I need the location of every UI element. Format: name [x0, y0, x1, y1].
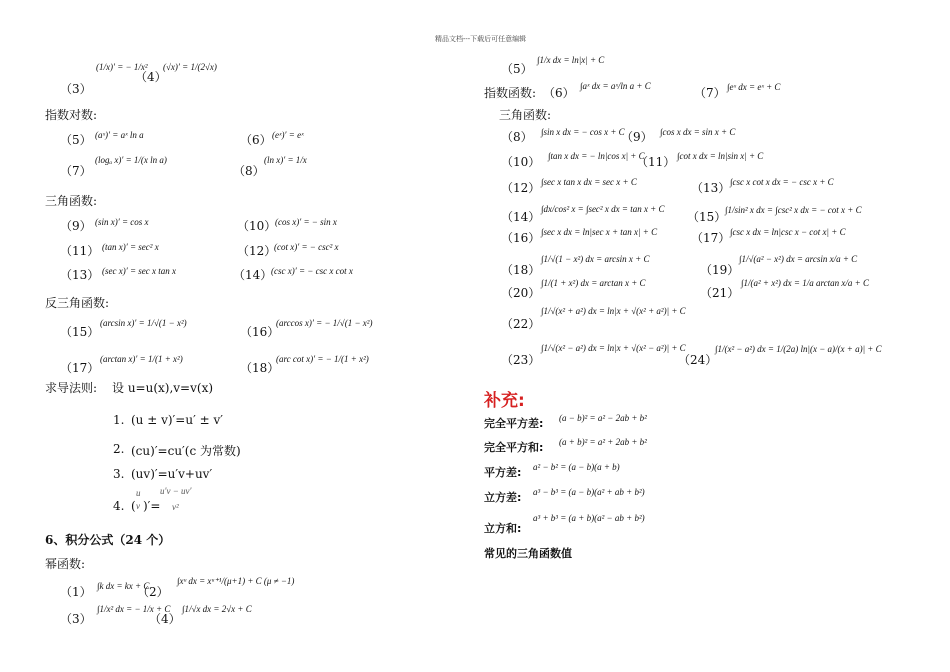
page-header: 精品文档---下载后可任意编辑: [435, 35, 527, 43]
formula-i13: ∫csc x cot x dx = − csc x + C: [730, 177, 834, 187]
label-i9: （9）: [621, 130, 653, 144]
label-d14: （14）: [233, 268, 273, 282]
section-exp-log: 指数对数:: [45, 108, 98, 122]
section-trig-derivatives: 三角函数:: [45, 194, 98, 208]
formula-i2: ∫xᵘ dx = xᵘ⁺¹/(μ+1) + C (μ ≠ −1): [177, 576, 295, 586]
label-d10: （10）: [237, 219, 277, 233]
label-i4: （4）: [149, 612, 181, 626]
rule1-number: 1.: [113, 413, 125, 427]
formula-d6: (eˣ)′ = eˣ: [272, 130, 304, 140]
s2-formula: (a + b)² = a² + 2ab + b²: [559, 437, 647, 447]
label-i20: （20）: [501, 286, 541, 300]
label-i16: （16）: [501, 231, 541, 245]
formula-i3: ∫1/x² dx = − 1/x + C: [97, 604, 171, 614]
rule3-number: 3.: [113, 467, 125, 481]
formula-i17: ∫csc x dx = ln|csc x − cot x| + C: [730, 227, 846, 237]
label-d7: （7）: [60, 164, 92, 178]
s2-label: 完全平方和:: [484, 441, 544, 454]
label-d4: （4）: [135, 70, 167, 84]
rule4-open-paren: (: [131, 499, 136, 513]
section-exp-functions: 指数函数:: [484, 86, 537, 100]
section-power-functions: 幂函数:: [45, 557, 86, 571]
section-derivative-rules: 求导法则:: [45, 381, 98, 395]
label-i12: （12）: [501, 181, 541, 195]
rule4-fraction-top: u: [136, 488, 141, 498]
formula-i6: ∫aˣ dx = aˣ/ln a + C: [580, 81, 651, 91]
s5-formula: a³ + b³ = (a + b)(a² − ab + b²): [533, 513, 645, 523]
label-d8: （8）: [233, 164, 265, 178]
label-i2: （2）: [137, 585, 169, 599]
formula-i11: ∫cot x dx = ln|sin x| + C: [677, 151, 764, 161]
formula-i24: ∫1/(x² − a²) dx = 1/(2a) ln|(x − a)/(x + a)| + C: [715, 344, 882, 354]
formula-d10: (cos x)′ = − sin x: [275, 217, 337, 227]
label-d13: （13）: [60, 268, 100, 282]
section-trig-integrals: 三角函数:: [499, 108, 552, 122]
s5-label: 立方和:: [484, 522, 522, 535]
formula-i21: ∫1/(a² + x²) dx = 1/a arctan x/a + C: [741, 278, 869, 288]
formula-i5: ∫1/x dx = ln|x| + C: [537, 55, 605, 65]
formula-i14: ∫dx/cos² x = ∫sec² x dx = tan x + C: [541, 204, 665, 214]
formula-d8: (ln x)′ = 1/x: [264, 155, 307, 165]
s4-label: 立方差:: [484, 491, 522, 504]
label-i15: （15）: [687, 210, 727, 224]
rule4-rhs-top: u′v − uv′: [160, 486, 192, 496]
formula-i1: ∫k dx = kx + C: [97, 581, 150, 591]
formula-d18: (arc cot x)′ = − 1/(1 + x²): [276, 354, 369, 364]
label-d11: （11）: [60, 244, 100, 258]
formula-i18: ∫1/√(1 − x²) dx = arcsin x + C: [541, 254, 650, 264]
label-i7: （7）: [694, 86, 726, 100]
s3-label: 平方差:: [484, 466, 522, 479]
rule4-equals: )′=: [143, 499, 161, 513]
formula-d12: (cot x)′ = − csc² x: [274, 242, 339, 252]
rule4-number: 4.: [113, 499, 125, 513]
s4-formula: a³ − b³ = (a − b)(a² + ab + b²): [533, 487, 645, 497]
section-trig-values: 常见的三角函数值: [484, 547, 572, 560]
label-i5: （5）: [501, 62, 533, 76]
s3-formula: a² − b² = (a − b)(a + b): [533, 462, 620, 472]
formula-i12: ∫sec x tan x dx = sec x + C: [541, 177, 637, 187]
formula-i16: ∫sec x dx = ln|sec x + tan x| + C: [541, 227, 658, 237]
formula-i23: ∫1/√(x² − a²) dx = ln|x + √(x² − a²)| + C: [541, 343, 686, 353]
label-i22: （22）: [501, 317, 541, 331]
label-d6: （6）: [240, 133, 272, 147]
formula-d5: (aˣ)′ = aˣ ln a: [95, 130, 144, 140]
formula-d7: (logₐ x)′ = 1/(x ln a): [95, 155, 167, 165]
label-i19: （19）: [700, 263, 740, 277]
rule3-formula: (uv)′=u′v+uv′: [131, 467, 213, 481]
label-i10: （10）: [501, 155, 541, 169]
label-i23: （23）: [501, 353, 541, 367]
formula-d3: (1/x)′ = − 1/x²: [96, 62, 148, 72]
section-supplement: 补充:: [484, 391, 525, 411]
label-i24: （24）: [678, 353, 718, 367]
section-integral-formulas: 6、积分公式（24 个）: [45, 533, 171, 547]
formula-i20: ∫1/(1 + x²) dx = arctan x + C: [541, 278, 646, 288]
rule2-number: 2.: [113, 442, 125, 456]
label-d12: （12）: [237, 244, 277, 258]
label-i13: （13）: [691, 181, 731, 195]
rule4-fraction-bottom: v: [136, 501, 140, 511]
label-d16: （16）: [240, 325, 280, 339]
formula-i10: ∫tan x dx = − ln|cos x| + C: [548, 151, 645, 161]
formula-d15: (arcsin x)′ = 1/√(1 − x²): [100, 318, 187, 328]
label-i14: （14）: [501, 210, 541, 224]
label-d5: （5）: [60, 133, 92, 147]
formula-i19: ∫1/√(a² − x²) dx = arcsin x/a + C: [739, 254, 858, 264]
rule1-formula: (u ± v)′=u′ ± v′: [131, 413, 223, 427]
formula-i15: ∫1/sin² x dx = ∫csc² x dx = − cot x + C: [725, 205, 862, 215]
label-d17: （17）: [60, 361, 100, 375]
label-d15: （15）: [60, 325, 100, 339]
formula-d16: (arccos x)′ = − 1/√(1 − x²): [276, 318, 373, 328]
formula-i7: ∫eˣ dx = eˣ + C: [727, 82, 781, 92]
formula-i22: ∫1/√(x² + a²) dx = ln|x + √(x² + a²)| + C: [541, 306, 686, 316]
s1-label: 完全平方差:: [484, 417, 544, 430]
formula-d17: (arctan x)′ = 1/(1 + x²): [100, 354, 183, 364]
rule4-rhs-bottom: v²: [172, 502, 179, 512]
label-i3: （3）: [60, 612, 92, 626]
label-i11: （11）: [636, 155, 676, 169]
formula-d11: (tan x)′ = sec² x: [102, 242, 159, 252]
rules-definition: 设 u=u(x),v=v(x): [112, 381, 214, 395]
label-i8: （8）: [501, 130, 533, 144]
label-d18: （18）: [240, 361, 280, 375]
label-i17: （17）: [691, 231, 731, 245]
label-d9: （9）: [60, 219, 92, 233]
s1-formula: (a − b)² = a² − 2ab + b²: [559, 413, 647, 423]
formula-i4: ∫1/√x dx = 2√x + C: [182, 604, 252, 614]
formula-d13: (sec x)′ = sec x tan x: [102, 266, 177, 276]
label-i18: （18）: [501, 263, 541, 277]
label-i21: （21）: [700, 286, 740, 300]
formula-i9: ∫cos x dx = sin x + C: [660, 127, 736, 137]
formula-d9: (sin x)′ = cos x: [95, 217, 149, 227]
formula-d14: (csc x)′ = − csc x cot x: [271, 266, 353, 276]
label-i6: （6）: [543, 86, 575, 100]
rule2-formula: (cu)′=cu′(c 为常数): [131, 444, 241, 458]
section-inverse-trig: 反三角函数:: [45, 296, 110, 310]
formula-d4: (√x)′ = 1/(2√x): [163, 62, 217, 72]
label-d3: （3）: [60, 82, 92, 96]
formula-i8: ∫sin x dx = − cos x + C: [541, 127, 625, 137]
label-i1: （1）: [60, 585, 92, 599]
